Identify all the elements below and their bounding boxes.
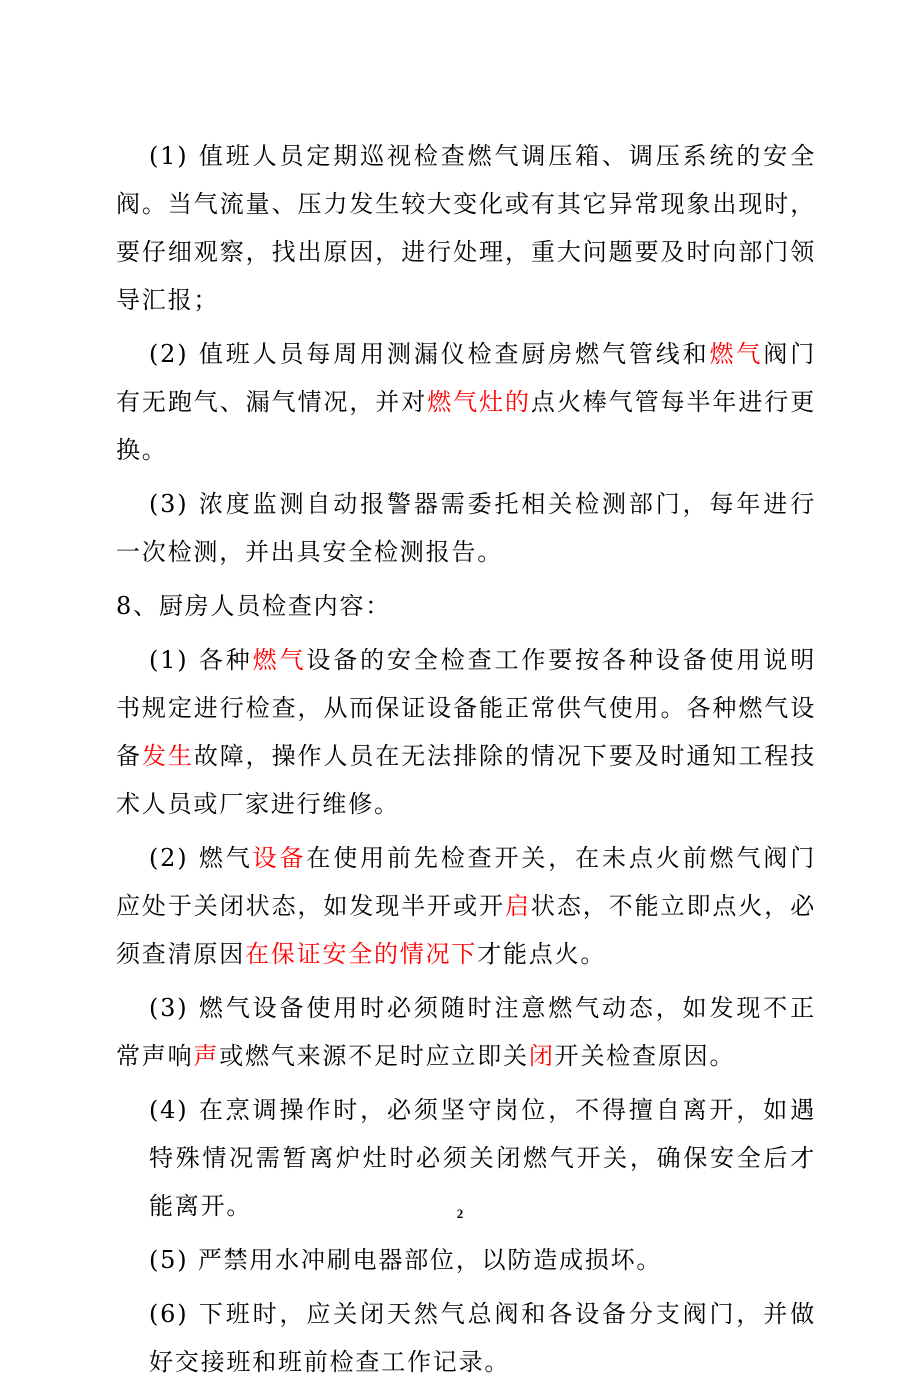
highlighted-text: 发生	[141, 742, 194, 770]
paragraph-p2	[116, 330, 816, 474]
paragraph-p7	[116, 984, 816, 1080]
document-body	[116, 132, 816, 1392]
page-number: 2	[456, 1206, 464, 1221]
text-run: 开关检查原因。	[554, 1042, 736, 1070]
highlighted-text: 设备	[252, 844, 307, 872]
text-run: 阀门有无跑气、漏气情况，并对	[116, 340, 816, 416]
text-run: 点火棒气管每半年进行更换。	[116, 388, 817, 464]
text-run: 或燃气来源不足时应立即关	[219, 1042, 529, 1070]
paragraph-p10	[116, 1290, 816, 1386]
highlighted-text: 启	[504, 892, 531, 920]
text-run: (3) 浓度监测自动报警器需委托相关检测部门，每年进行一次检测，并出具安全检测报告。	[116, 490, 816, 566]
text-run: (1) 值班人员定期巡视检查燃气调压箱、调压系统的安全阀。当气流量、压力发生较大变化或有其它异常现象出现时，要仔细观察，找出原因，进行处理，重大问题要及时向部门领导汇报；	[116, 142, 816, 314]
text-run: (6) 下班时，应关闭天然气总阀和各设备分支阀门，并做好交接班和班前检查工作记录。	[149, 1300, 816, 1376]
text-run: (3) 燃气设备使用时必须随时注意燃气动态，如发现不正常声响	[116, 994, 816, 1070]
paragraph-p4	[116, 582, 816, 630]
paragraph-p3	[116, 480, 816, 576]
text-run: 才能点火。	[477, 940, 607, 968]
highlighted-text: 燃气	[252, 646, 307, 674]
paragraph-p5	[116, 636, 816, 828]
highlighted-text: 在保证安全的情况下	[245, 940, 478, 968]
text-run: 在使用前先检查开关，在未点火前燃气阀门应处于关闭状态，如发现半开或开	[116, 844, 816, 920]
highlighted-text: 燃气灶的	[427, 388, 531, 416]
paragraph-p9	[116, 1236, 816, 1284]
text-run: (2) 值班人员每周用测漏仪检查厨房燃气管线和	[149, 340, 710, 368]
highlighted-text: 闭	[528, 1042, 555, 1070]
text-run: (5) 严禁用水冲刷电器部位，以防造成损坏。	[149, 1246, 663, 1274]
highlighted-text: 声	[193, 1042, 220, 1070]
text-run: 8、厨房人员检查内容：	[116, 592, 392, 620]
text-run: (2) 燃气	[149, 844, 253, 872]
text-run: (1) 各种	[149, 646, 253, 674]
text-run: 状态，不能立即点火，必须查清原因	[116, 892, 816, 968]
paragraph-p1	[116, 132, 816, 324]
text-run: 故障，操作人员在无法排除的情况下要及时通知工程技术人员或厂家进行维修。	[116, 742, 816, 818]
highlighted-text: 燃气	[709, 340, 764, 368]
text-run: (4) 在烹调操作时，必须坚守岗位，不得擅自离开，如遇特殊情况需暂离炉灶时必须关闭燃气开关，确保安全后才能离开。	[149, 1096, 816, 1220]
paragraph-p6	[116, 834, 816, 978]
text-run: 设备的安全检查工作要按各种设备使用说明书规定进行检查，从而保证设备能正常供气使用。各种燃气设备	[116, 646, 816, 770]
